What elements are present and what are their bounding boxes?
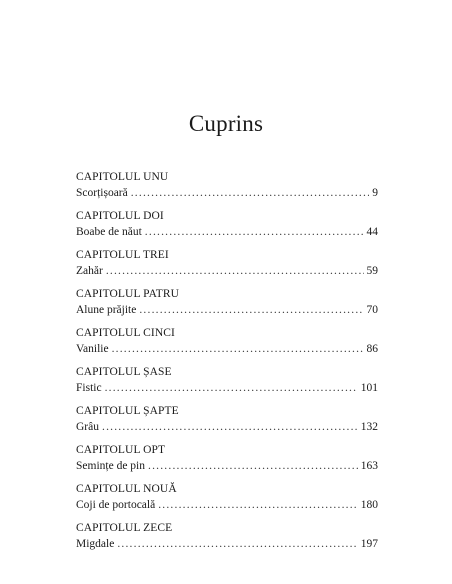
page-number: 197 — [360, 538, 378, 550]
dot-leader — [105, 381, 358, 396]
chapter-entry-line — [76, 264, 378, 279]
chapter-entry-line — [76, 459, 378, 474]
toc-entry-9 — [76, 482, 378, 521]
chapter-entry-line — [76, 225, 378, 240]
chapter-entry-line — [76, 303, 378, 318]
page-number: 70 — [366, 304, 378, 316]
chapter-title: Vanilie — [76, 343, 109, 355]
page-number: 44 — [366, 226, 378, 238]
dot-leader — [112, 342, 364, 357]
dot-leader — [148, 459, 358, 474]
page-title: Cuprins — [188, 111, 264, 136]
chapter-heading: CAPITOLUL ȘAPTE — [76, 405, 179, 417]
dot-leader — [102, 420, 358, 435]
dot-leader — [139, 303, 363, 318]
chapter-heading: CAPITOLUL NOUĂ — [76, 483, 177, 495]
page-number: 59 — [366, 265, 378, 277]
chapter-heading: CAPITOLUL DOI — [76, 210, 164, 222]
page-number: 180 — [360, 499, 378, 511]
chapter-heading: CAPITOLUL CINCI — [76, 327, 175, 339]
dot-leader — [106, 264, 364, 279]
page-number: 163 — [360, 460, 378, 472]
chapter-entry-line — [76, 537, 378, 552]
chapter-entry-line — [76, 498, 378, 513]
toc-entry-2 — [76, 209, 378, 248]
chapter-heading: CAPITOLUL ZECE — [76, 522, 173, 534]
chapter-heading: CAPITOLUL ȘASE — [76, 366, 172, 378]
chapter-heading: CAPITOLUL UNU — [76, 171, 169, 183]
toc-entry-3 — [76, 248, 378, 287]
page-number: 132 — [360, 421, 378, 433]
toc-entry-7 — [76, 404, 378, 443]
page-number: 9 — [372, 187, 378, 199]
page-number: 101 — [360, 382, 378, 394]
chapter-title: Migdale — [76, 538, 115, 550]
chapter-title: Coji de portocală — [76, 499, 156, 511]
chapter-heading: CAPITOLUL PATRU — [76, 288, 179, 300]
chapter-title: Alune prăjite — [76, 304, 137, 316]
toc-entry-1 — [76, 170, 378, 209]
toc-entry-6 — [76, 365, 378, 404]
chapter-title: Boabe de năut — [76, 226, 142, 238]
chapter-entry-line — [76, 186, 378, 201]
chapter-title: Semințe de pin — [76, 460, 145, 472]
dot-leader — [158, 498, 358, 513]
toc-entry-4 — [76, 287, 378, 326]
chapter-entry-line — [76, 342, 378, 357]
chapter-title: Grâu — [76, 421, 99, 433]
chapter-title: Fistic — [76, 382, 102, 394]
chapter-title: Scorțișoară — [76, 187, 128, 199]
dot-leader — [131, 186, 370, 201]
toc-entry-10 — [76, 521, 378, 560]
chapter-heading: CAPITOLUL TREI — [76, 249, 169, 261]
dot-leader — [117, 537, 357, 552]
chapter-entry-line — [76, 420, 378, 435]
page-number: 86 — [366, 343, 378, 355]
chapter-title: Zahăr — [76, 265, 103, 277]
chapter-heading: CAPITOLUL OPT — [76, 444, 166, 456]
dot-leader — [145, 225, 364, 240]
toc-entry-5 — [76, 326, 378, 365]
table-of-contents — [76, 170, 378, 560]
toc-entry-8 — [76, 443, 378, 482]
chapter-entry-line — [76, 381, 378, 396]
